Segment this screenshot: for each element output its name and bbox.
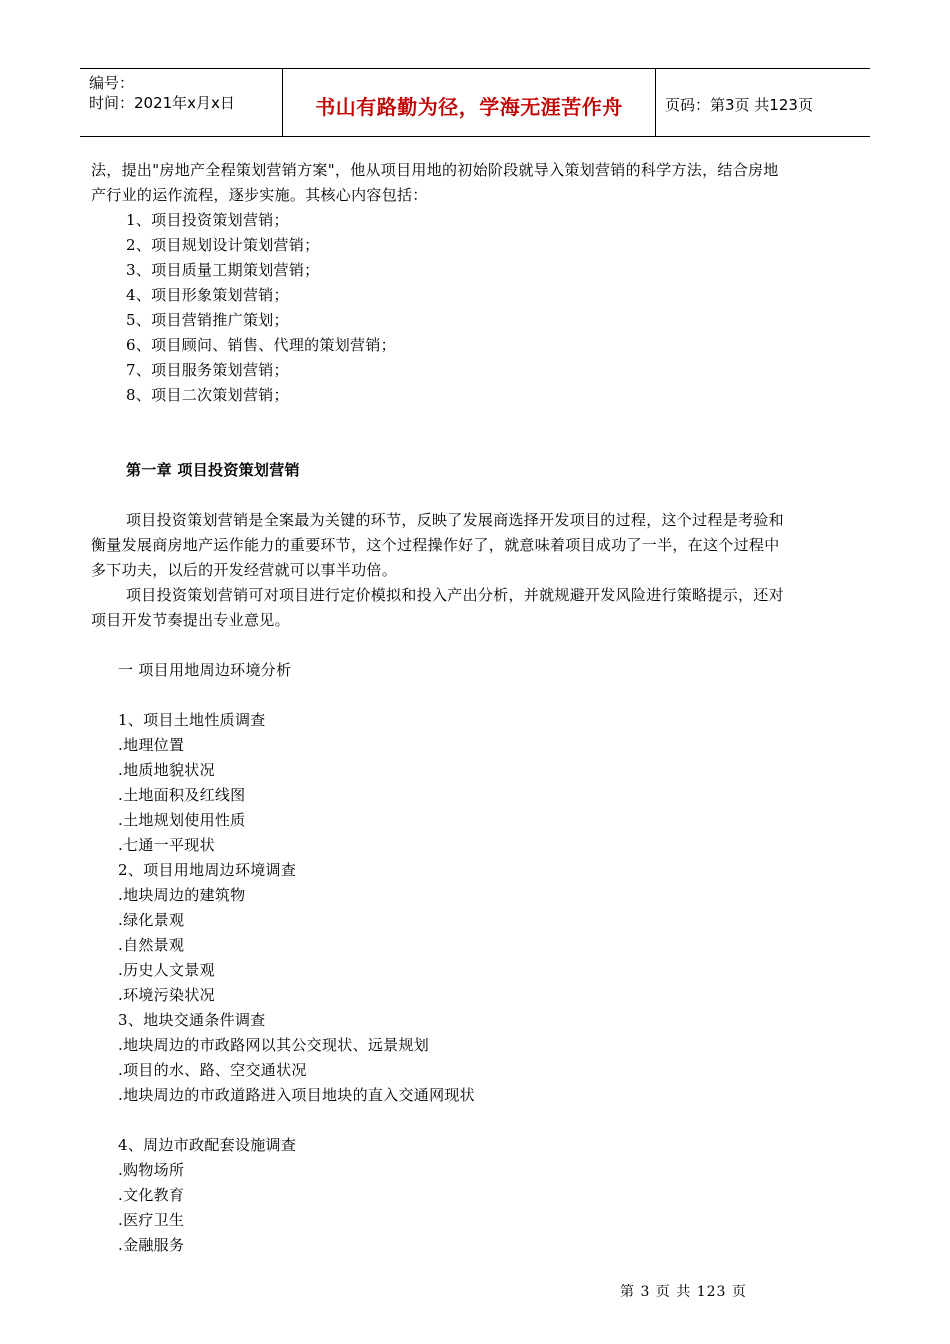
body-line: 2、项目用地周边环境调查 [118, 861, 297, 879]
body-line: 法，提出"房地产全程策划营销方案"，他从项目用地的初始阶段就导入策划营销的科学方法，结合房地 [91, 161, 779, 179]
body-line: .医疗卫生 [118, 1211, 185, 1229]
document-number-label: 编号： [89, 74, 135, 92]
body-line: .购物场所 [118, 1161, 185, 1179]
body-line: 多下功夫，以后的开发经营就可以事半功倍。 [91, 561, 398, 579]
body-line: 6、项目顾问、销售、代理的策划营销； [126, 336, 396, 354]
body-line: 3、项目质量工期策划营销； [126, 261, 320, 279]
body-line: 4、周边市政配套设施调查 [118, 1136, 297, 1154]
chapter-heading: 第一章 项目投资策划营销 [126, 461, 300, 479]
body-line: .绿化景观 [118, 911, 185, 929]
body-line: .历史人文景观 [118, 961, 215, 979]
body-line: .地块周边的市政路网以其公交现状、远景规划 [118, 1036, 430, 1054]
body-line: .自然景观 [118, 936, 185, 954]
body-line: 项目投资策划营销可对项目进行定价模拟和投入产出分析，并就规避开发风险进行策略提示，还对 [126, 586, 784, 604]
header-meta [89, 73, 235, 113]
page-footer: 第 3 页 共 123 页 [620, 1284, 747, 1300]
body-line: 4、项目形象策划营销； [126, 286, 289, 304]
header-page-info: 页码：第3页 共123页 [665, 96, 813, 114]
body-line: 1、项目土地性质调查 [118, 711, 266, 729]
body-line: .七通一平现状 [118, 836, 215, 854]
body-line: 1、项目投资策划营销； [126, 211, 289, 229]
body-line: 3、地块交通条件调查 [118, 1011, 266, 1029]
body-line: 产行业的运作流程，逐步实施。其核心内容包括： [91, 186, 428, 204]
body-line: 项目投资策划营销是全案最为关键的环节，反映了发展商选择开发项目的过程，这个过程是考验和 [126, 511, 784, 529]
page-header [80, 68, 870, 137]
body-line: .地理位置 [118, 736, 185, 754]
body-line: 2、项目规划设计策划营销； [126, 236, 320, 254]
body-line: .土地面积及红线图 [118, 786, 246, 804]
header-divider [655, 69, 656, 136]
body-line: 8、项目二次策划营销； [126, 386, 289, 404]
header-motto: 书山有路勤为径，学海无涯苦作舟 [315, 95, 623, 119]
body-line: 5、项目营销推广策划； [126, 311, 289, 329]
body-line: .土地规划使用性质 [118, 811, 246, 829]
body-line: 衡量发展商房地产运作能力的重要环节，这个过程操作好了，就意味着项目成功了一半，在这个过程中 [91, 536, 780, 554]
body-line: .地块周边的建筑物 [118, 886, 246, 904]
document-date-label: 时间：2021年x月x日 [89, 94, 235, 112]
body-line: 一 项目用地周边环境分析 [118, 661, 292, 679]
body-line: .地质地貌状况 [118, 761, 215, 779]
body-line: .金融服务 [118, 1236, 185, 1254]
body-line: .地块周边的市政道路进入项目地块的直入交通网现状 [118, 1086, 475, 1104]
body-line: .文化教育 [118, 1186, 185, 1204]
body-line: 7、项目服务策划营销； [126, 361, 289, 379]
body-line: .项目的水、路、空交通状况 [118, 1061, 307, 1079]
body-line: 项目开发节奏提出专业意见。 [91, 611, 290, 629]
body-line: .环境污染状况 [118, 986, 215, 1004]
